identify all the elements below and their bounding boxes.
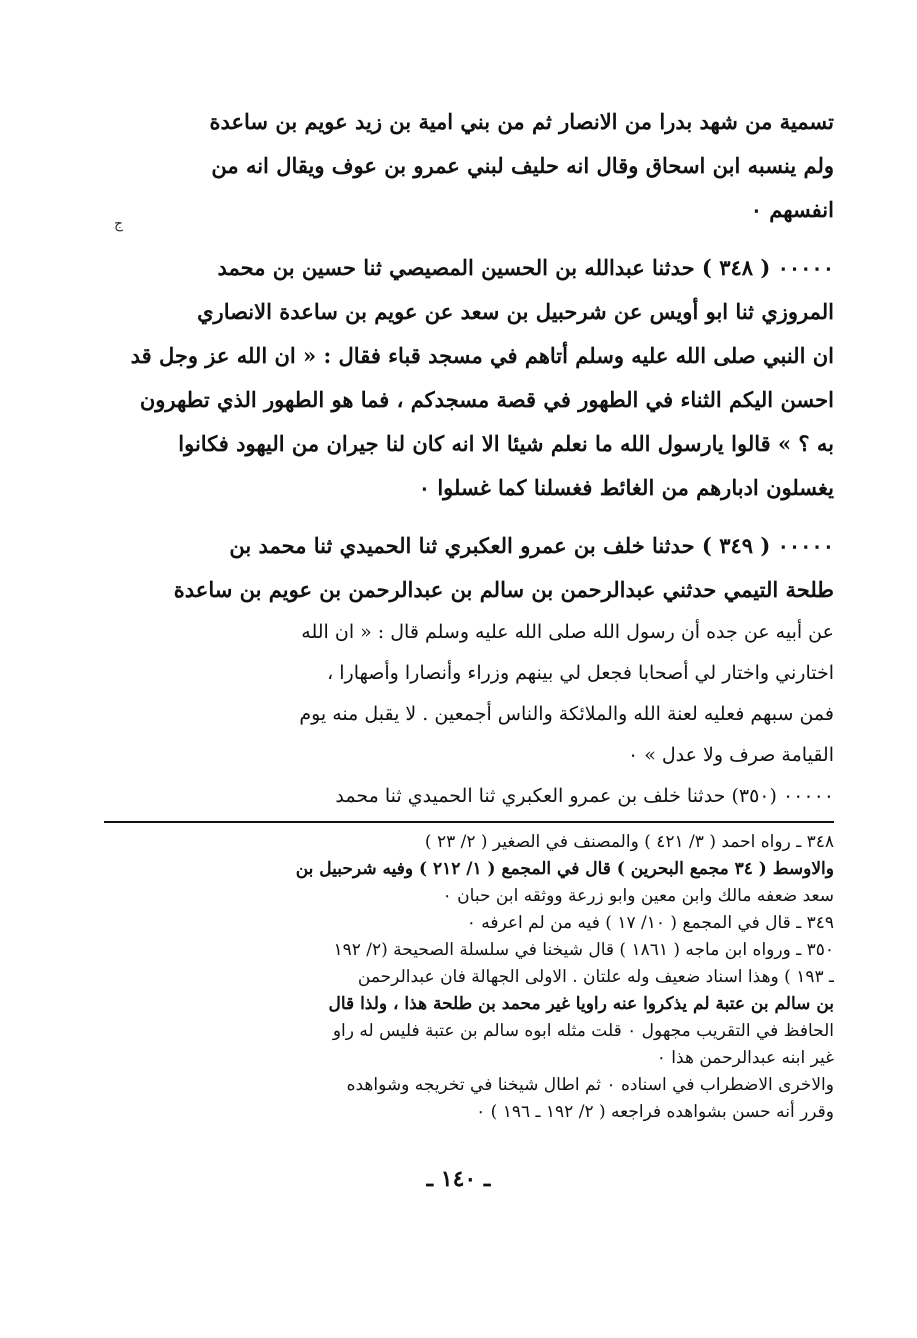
footnote-line: وقرر أنه حسن بشواهده فراجعه ( ٢/ ١٩٢ ـ ١٩٦ ) ٠	[476, 1102, 834, 1122]
text-line: ولم ينسبه ابن اسحاق وقال انه حليف لبني عمرو بن عوف ويقال انه من	[211, 153, 834, 178]
footnote-line: سعد ضعفه مالك وابن معين وابو زرعة ووثقه ابن حبان ٠	[442, 886, 834, 906]
footnote-line: ٣٤٨ ـ رواه احمد ( ٣/ ٤٢١ ) والمصنف في الصغير ( ٢/ ٢٣ )	[424, 832, 834, 852]
footnote-line: ـ ١٩٣ ) وهذا اسناد ضعيف وله علتان . الاولى الجهالة فان عبدالرحمن	[357, 967, 834, 987]
text-block	[104, 100, 834, 1126]
text-line: ٠٠٠٠٠ ( ٣٤٩ ) حدثنا خلف بن عمرو العكبري ثنا الحميدي ثنا محمد بن	[229, 533, 834, 558]
text-line: يغسلون ادبارهم من الغائط فغسلنا كما غسلوا ٠	[418, 475, 834, 500]
footnote-line: غير ابنه عبدالرحمن هذا ٠	[656, 1048, 834, 1068]
text-line: اختارني واختار لي أصحابا فجعل لي بينهم وزراء وأنصارا وأصهارا ،	[327, 662, 834, 684]
text-line: احسن اليكم الثناء في الطهور في قصة مسجدكم ، فما هو الطهور الذي تطهرون	[139, 387, 834, 412]
text-line: به ؟ » قالوا يارسول الله ما نعلم شيئا الا انه كان لنا جيران من اليهود فكانوا	[178, 431, 834, 456]
footnote-line: ٣٥٠ ـ ورواه ابن ماجه ( ١٨٦١ ) قال شيخنا في سلسلة الصحيحة (٢/ ١٩٢	[333, 940, 834, 960]
text-line: طلحة التيمي حدثني عبدالرحمن بن سالم بن عبدالرحمن بن عويم بن ساعدة	[173, 577, 834, 602]
hadith-349	[104, 510, 834, 612]
footnote-line: والاوسط ( ٣٤ مجمع البحرين ) قال في المجمع ( ١/ ٢١٢ ) وفيه شرحبيل بن	[295, 859, 834, 879]
text-line: انفسهم ٠	[750, 197, 834, 222]
hadith-349-continuation	[104, 612, 834, 817]
margin-mark: ج	[114, 216, 124, 232]
footnote-line: بن سالم بن عتبة لم يذكروا عنه راويا غير محمد بن طلحة هذا ، ولذا قال	[328, 994, 834, 1014]
text-line: القيامة صرف ولا عدل » ٠	[627, 744, 834, 766]
text-line: عن أبيه عن جده أن رسول الله صلى الله عليه وسلم قال : « ان الله	[301, 621, 834, 643]
footnote-line: والاخرى الاضطراب في اسناده ٠ ثم اطال شيخنا في تخريجه وشواهده	[346, 1075, 834, 1095]
hadith-348	[104, 232, 834, 510]
text-line: ٠٠٠٠٠ ( ٣٤٨ ) حدثنا عبدالله بن الحسين المصيصي ثنا حسين بن محمد	[217, 255, 834, 280]
main-text-top	[104, 100, 834, 232]
footnotes	[104, 829, 834, 1126]
text-line: فمن سبهم فعليه لعنة الله والملائكة والناس أجمعين . لا يقبل منه يوم	[299, 703, 834, 725]
footnote-line: الحافظ في التقريب مجهول ٠ قلت مثله ابوه سالم بن عتبة فليس له راو	[332, 1021, 834, 1041]
footnote-line: ٣٤٩ ـ قال في المجمع ( ١٠/ ١٧ ) فيه من لم اعرفه ٠	[466, 913, 834, 933]
text-line: ان النبي صلى الله عليه وسلم أتاهم في مسجد قباء فقال : « ان الله عز وجل قد	[130, 343, 834, 368]
footnote-separator	[104, 821, 834, 823]
page-number: ـ ١٤٠ ـ	[426, 1166, 491, 1192]
text-line: تسمية من شهد بدرا من الانصار ثم من بني امية بن زيد عويم بن ساعدة	[209, 109, 834, 134]
text-line: المروزي ثنا ابو أويس عن شرحبيل بن سعد عن عويم بن ساعدة الانصاري	[197, 299, 834, 324]
text-line: ٠٠٠٠٠ (٣٥٠) حدثنا خلف بن عمرو العكبري ثنا الحميدي ثنا محمد	[335, 785, 834, 807]
